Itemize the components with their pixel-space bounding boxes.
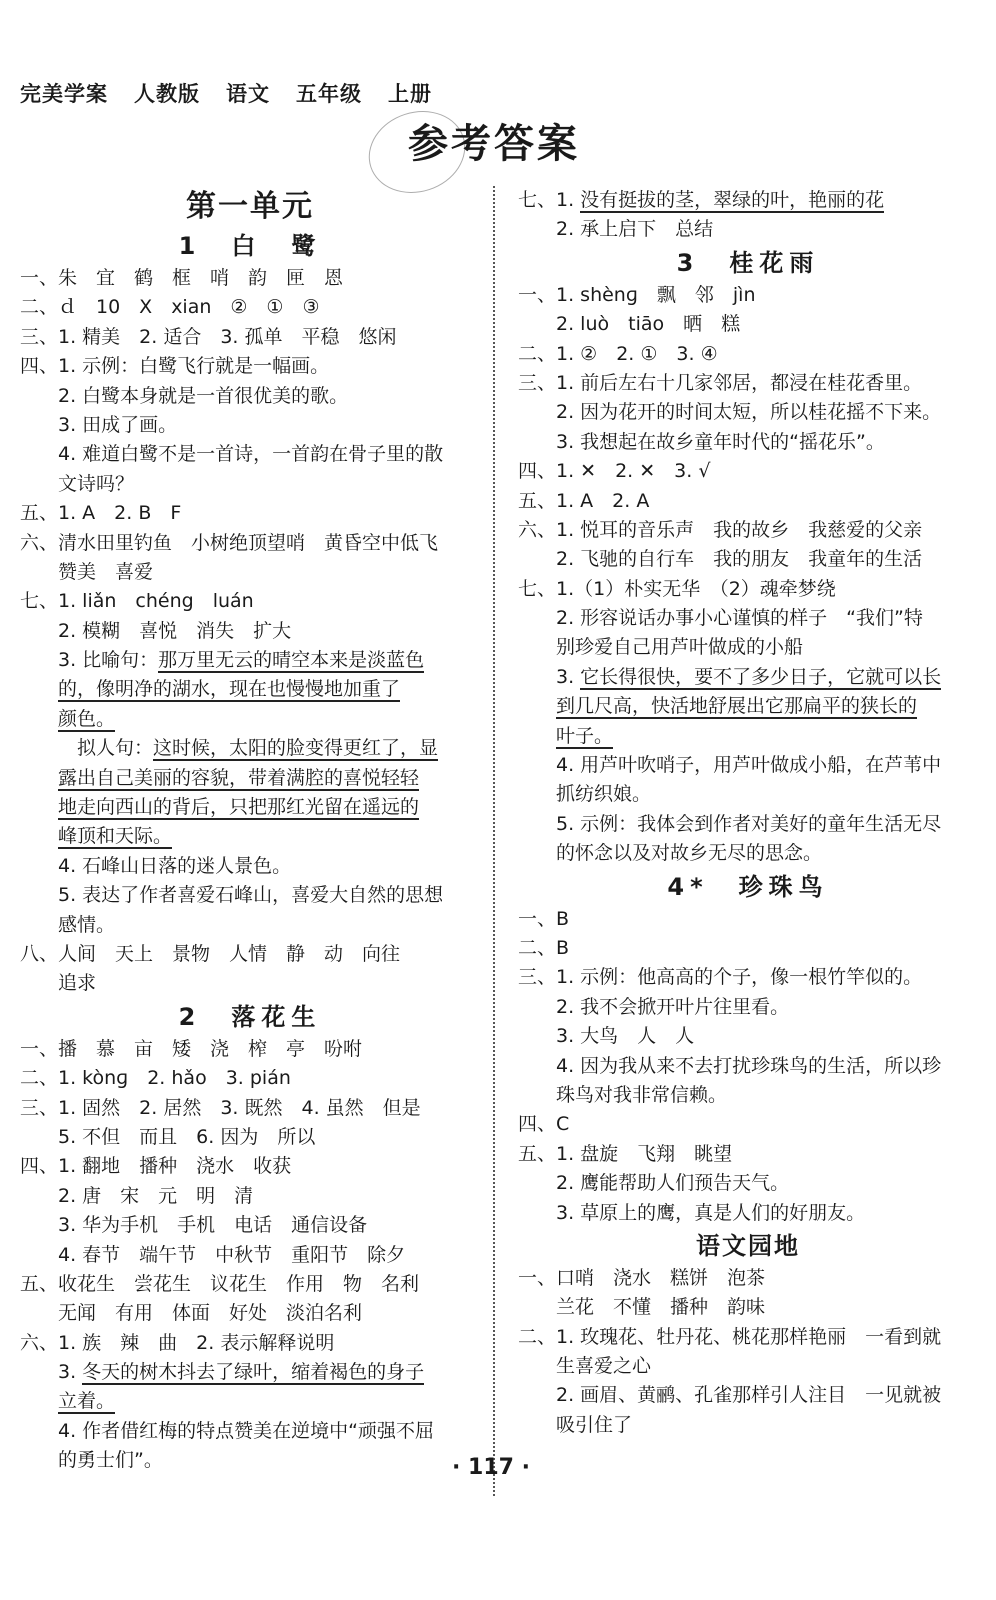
lesson-2-title: 2 落花生 — [178, 1002, 322, 1031]
answer-line: 吸引住了 — [518, 1413, 633, 1436]
answer-line: 一、播 慕 亩 矮 浇 榨 亭 吩咐 — [20, 1037, 363, 1060]
answer-line: 四、1. ✕ 2. ✕ 3. √ — [518, 460, 711, 483]
book-header — [20, 78, 458, 108]
answer-line: 4. 用芦叶吹哨子，用芦叶做成小船，在芦苇中 — [518, 754, 942, 777]
answer-line: 四、1. 示例：白鹭飞行就是一幅画。 — [20, 355, 330, 378]
answer-line: 2. 形容说话办事小心谨慎的样子 “我们”特 — [518, 607, 923, 630]
answer-line — [20, 793, 480, 822]
grade-label: 五年级 — [296, 82, 362, 106]
answer-line: 追求 — [20, 972, 97, 995]
answer-line: 的勇士们”。 — [20, 1449, 163, 1472]
answer-line: 3. 大鸟 人 人 — [518, 1025, 695, 1048]
answer-line: 2. 飞驰的自行车 我的朋友 我童年的生活 — [518, 548, 923, 571]
answer-line: 4. 石峰山日落的迷人景色。 — [20, 854, 292, 877]
answer-line: 四、1. 翻地 播种 浇水 收获 — [20, 1155, 292, 1178]
lesson-1-title: 1 白 鹭 — [178, 232, 322, 260]
answer-line: 2. 因为花开的时间太短，所以桂花摇不下来。 — [518, 401, 942, 424]
answer-line: 四、C — [518, 1113, 570, 1136]
edition-label: 人教版 — [134, 82, 200, 106]
answer-line — [20, 822, 480, 851]
answer-line: 五、1. A 2. A — [518, 489, 650, 512]
answer-line: 一、1. shènɡ 飘 邻 jìn — [518, 283, 756, 306]
answer-line — [20, 1387, 480, 1416]
answer-line: 七、1. liǎn chéng luán — [20, 590, 254, 613]
answer-line: 五、收花生 尝花生 议花生 作用 物 名利 — [20, 1272, 420, 1295]
answer-line: 三、1. 精美 2. 适合 3. 孤单 平稳 悠闲 — [20, 325, 397, 348]
answer-prefix: 七、1. — [518, 189, 581, 211]
answer-line: 一、朱 宜 鹤 框 哨 韵 匣 恩 — [20, 267, 344, 289]
subject-label: 语文 — [226, 82, 270, 106]
underlined-answer: 冬天的树木抖去了绿叶，缩着褐色的身子 — [82, 1361, 425, 1384]
answer-line: 二、1. kònɡ 2. hǎo 3. pián — [20, 1067, 291, 1090]
answer-line — [20, 646, 480, 675]
answer-line: 二、ｄ 10 X xian ② ① ③ — [20, 296, 320, 319]
page-title: 参考答案 — [408, 121, 580, 167]
answer-line: 4. 春节 端午节 中秋节 重阳节 除夕 — [20, 1243, 406, 1266]
answer-line: 4. 因为我从来不去打扰珍珠鸟的生活，所以珍 — [518, 1054, 942, 1077]
answer-line: 六、1. 悦耳的音乐声 我的故乡 我慈爱的父亲 — [518, 518, 923, 541]
answer-line: 5. 示例：我体会到作者对美好的童年生活无尽 — [518, 812, 942, 835]
answer-line: 一、B — [518, 907, 570, 930]
answer-line: 七、1.（1）朴实无华 （2）魂牵梦绕 — [518, 577, 836, 600]
answer-line — [518, 692, 978, 721]
underlined-answer: 它长得很快，要不了多少日子，它就可以长 — [580, 665, 942, 688]
answer-line: 三、1. 前后左右十几家邻居，都浸在桂花香里。 — [518, 371, 923, 394]
answer-line: 文诗吗？ — [20, 472, 135, 495]
underlined-answer: 立着。 — [58, 1390, 116, 1413]
answer-line: 2. 我不会掀开叶片往里看。 — [518, 995, 790, 1018]
answer-line: 三、1. 固然 2. 居然 3. 既然 4. 虽然 但是 — [20, 1096, 421, 1119]
garden-title: 语文园地 — [696, 1231, 800, 1260]
answer-line: 抓纺织娘。 — [518, 783, 652, 806]
underlined-answer: 的，像明净的湖水，现在也慢慢地加重了 — [58, 678, 401, 701]
left-column — [20, 186, 480, 1476]
answer-line: 2. 唐 宋 元 明 清 — [20, 1184, 254, 1207]
right-column — [518, 186, 978, 1440]
answer-line: 5. 不但 而且 6. 因为 所以 — [20, 1125, 316, 1148]
underlined-answer: 露出自己美丽的容貌，带着满腔的喜悦轻轻 — [58, 766, 420, 789]
underlined-answer: 峰顶和天际。 — [58, 825, 173, 848]
answer-line: 2. luò tiāo 晒 糕 — [518, 313, 741, 336]
answer-line: 3. 我想起在故乡童年时代的“摇花乐”。 — [518, 430, 885, 453]
underlined-answer: 没有挺拔的茎，翠绿的叶，艳丽的花 — [580, 189, 885, 211]
answer-line: 八、人间 天上 景物 人情 静 动 向往 — [20, 942, 401, 965]
underlined-answer: 那万里无云的晴空本来是淡蓝色 — [158, 649, 425, 672]
answer-line: 别珍爱自己用芦叶做成的小船 — [518, 636, 804, 659]
answer-line: 一、口哨 浇水 糕饼 泡茶 — [518, 1266, 766, 1289]
answer-line: 4. 作者借红梅的特点赞美在逆境中“顽强不屈 — [20, 1419, 435, 1442]
answer-line: 珠鸟对我非常信赖。 — [518, 1083, 728, 1106]
answer-prefix: 拟人句： — [20, 737, 154, 760]
answer-line: 无闻 有用 体面 好处 淡泊名利 — [20, 1302, 363, 1325]
lesson-4-title: 4* 珍珠鸟 — [667, 872, 829, 901]
answer-line: 二、B — [518, 936, 570, 959]
answer-line: 五、1. 盘旋 飞翔 眺望 — [518, 1142, 733, 1165]
answer-line — [518, 722, 978, 751]
lesson-3-title: 3 桂花雨 — [676, 248, 820, 277]
answer-line: 3. 草原上的鹰，真是人们的好朋友。 — [518, 1201, 866, 1224]
answer-line — [20, 764, 480, 793]
answer-line: 五、1. A 2. B F — [20, 502, 182, 525]
answer-line: 2. 模糊 喜悦 消失 扩大 — [20, 619, 292, 642]
answer-line: 2. 承上启下 总结 — [518, 218, 714, 241]
answer-line: 三、1. 示例：他高高的个子，像一根竹竿似的。 — [518, 966, 923, 989]
answer-line: 5. 表达了作者喜爱石峰山，喜爱大自然的思想 — [20, 884, 444, 907]
answer-line — [518, 186, 978, 215]
answer-line: 生喜爱之心 — [518, 1355, 652, 1378]
volume-label: 上册 — [388, 82, 432, 106]
series-name: 完美学案 — [20, 82, 108, 106]
column-divider — [493, 186, 495, 1496]
answer-line: 兰花 不懂 播种 韵味 — [518, 1296, 766, 1319]
answer-line: 4. 难道白鹭不是一首诗，一首韵在骨子里的散 — [20, 443, 444, 466]
unit-title: 第一单元 — [186, 189, 314, 224]
page-number: · 117 · — [452, 1455, 530, 1480]
answer-prefix: 3. — [20, 1361, 83, 1384]
answer-line: 2. 鹰能帮助人们预告天气。 — [518, 1172, 790, 1195]
answer-line: 3. 华为手机 手机 电话 通信设备 — [20, 1214, 368, 1237]
answer-line — [518, 663, 978, 692]
answer-prefix: 3. 比喻句： — [20, 649, 159, 672]
answer-prefix: 3. — [518, 665, 581, 688]
answer-line — [20, 1358, 480, 1387]
underlined-answer: 地走向西山的背后，只把那红光留在遥远的 — [58, 796, 420, 819]
answer-line: 2. 白鹭本身就是一首很优美的歌。 — [20, 384, 349, 407]
answer-line: 的怀念以及对故乡无尽的思念。 — [518, 842, 823, 865]
answer-line — [20, 705, 480, 734]
answer-line: 感情。 — [20, 913, 116, 936]
answer-line — [20, 734, 480, 763]
underlined-answer: 颜色。 — [58, 707, 116, 730]
answer-line: 赞美 喜爱 — [20, 560, 154, 583]
answer-line: 二、1. 玫瑰花、牡丹花、桃花那样艳丽 一看到就 — [518, 1325, 942, 1348]
answer-line: 二、1. ② 2. ① 3. ④ — [518, 342, 718, 365]
answer-line — [20, 675, 480, 704]
answer-line: 六、清水田里钓鱼 小树绝顶望哨 黄昏空中低飞 — [20, 531, 439, 554]
underlined-answer: 这时候，太阳的脸变得更红了，显 — [153, 737, 439, 760]
answer-line: 3. 田成了画。 — [20, 413, 178, 436]
answer-line: 2. 画眉、黄鹂、孔雀那样引人注目 一见就被 — [518, 1384, 942, 1407]
underlined-answer: 到几尺高，快活地舒展出它那扁平的狭长的 — [556, 695, 918, 718]
underlined-answer: 叶子。 — [556, 724, 614, 747]
answer-line: 六、1. 族 辣 曲 2. 表示解释说明 — [20, 1331, 335, 1354]
